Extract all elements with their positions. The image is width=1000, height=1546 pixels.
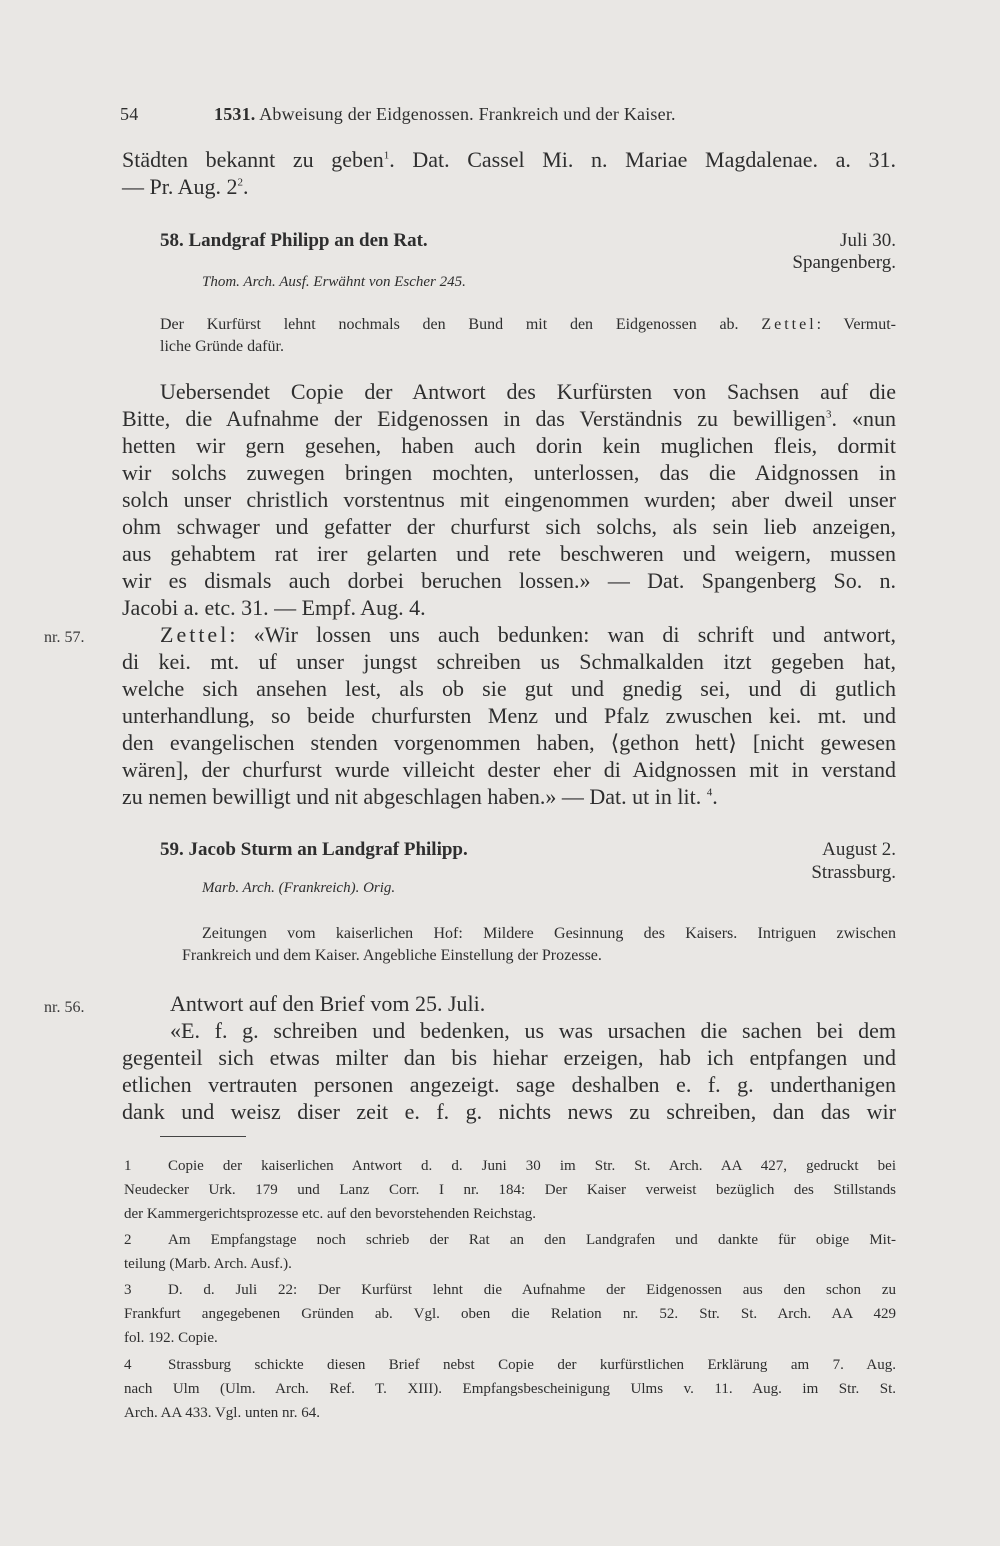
margin-reference-nr56: nr. 56. xyxy=(44,999,85,1016)
entry-58-body-line-2-rest: . «nun xyxy=(831,406,896,431)
entry-58-zettel-line-7-text: zu nemen bewilligt und nit abgeschlagen haben.» — Dat. ut in lit. xyxy=(122,784,702,809)
footnote-1-mark: 1 xyxy=(124,1158,132,1174)
entry-58-zettel-line-7 xyxy=(122,783,896,810)
footnote-4-line-3: Arch. AA 433. Vgl. unten nr. 64. xyxy=(124,1405,320,1421)
entry-58-regest-line-1 xyxy=(160,316,896,334)
intro-line-1-rest: . Dat. Cassel Mi. n. Mariae Magdalenae. a. 31. xyxy=(389,147,896,172)
entry-58-regest-text-a: Der Kurfürst lehnt nochmals den Bund mit den Eidgenossen ab. xyxy=(160,316,739,333)
footnote-2-line-2: teilung (Marb. Arch. Ausf.). xyxy=(124,1256,292,1272)
entry-59-regest-line-2: Frankreich und dem Kaiser. Angebliche Einstellung der Prozesse. xyxy=(182,947,602,964)
entry-59-place: Strassburg. xyxy=(811,862,896,883)
entry-59-body-line-3: gegenteil sich etwas milter dan bis hiehar erzeigen, hab ich entpfangen und xyxy=(122,1045,896,1070)
footnote-3-line-2: Frankfurt angegebenen Gründen ab. Vgl. oben die Relation nr. 52. Str. St. Arch. AA 429 xyxy=(124,1306,896,1322)
footnote-ref-1[interactable]: 1 xyxy=(383,149,390,162)
entry-59-regest-line-1: Zeitungen vom kaiserlichen Hof: Mildere Gesinnung des Kaisers. Intriguen zwischen xyxy=(202,925,896,942)
footnote-1-line-2: Neudecker Urk. 179 und Lanz Corr. I nr. 184: Der Kaiser verweist bezüglich des Stillstands xyxy=(124,1182,896,1198)
entry-58-regest-zettel: Zettel xyxy=(761,316,817,333)
entry-58-zettel-line-1-text: : «Wir lossen uns auch bedunken: wan di schrift und antwort, xyxy=(229,622,896,647)
running-head-title xyxy=(214,104,676,125)
footnote-ref-3[interactable]: 3 xyxy=(825,408,832,421)
entry-58-source: Thom. Arch. Ausf. Erwähnt von Escher 245. xyxy=(202,274,466,290)
entry-58-body-line-5: solch unser christlich vorstentnus mit eingenommen wurden; aber dweil unser xyxy=(122,487,896,512)
footnote-1-line-3: der Kammergerichtsprozesse etc. auf den bevorstehenden Reichstag. xyxy=(124,1206,537,1222)
running-head xyxy=(0,104,1000,128)
footnote-3-line-1-text: D. d. Juli 22: Der Kurfürst lehnt die Aufnahme der Eidgenossen aus den schon zu xyxy=(168,1282,896,1298)
intro-line-1-text: Städten bekannt zu geben xyxy=(122,147,384,172)
entry-58-body-line-9: Jacobi a. etc. 31. — Empf. Aug. 4. xyxy=(122,595,426,620)
running-head-text: Abweisung der Eidgenossen. Frankreich und der Kaiser. xyxy=(259,104,676,124)
entry-58-zettel-line-4: unterhandlung, so beide churfursten Menz und Pfalz zwuschen kei. mt. und xyxy=(122,703,896,728)
entry-58-zettel-line-3: welche sich ansehen lest, als ob sie gut und gnedig sei, und di gutlich xyxy=(122,676,896,701)
margin-reference-nr57: nr. 57. xyxy=(44,629,85,646)
footnote-3-line-3: fol. 192. Copie. xyxy=(124,1330,218,1346)
footnote-4-mark: 4 xyxy=(124,1357,132,1373)
entry-58-body-line-6: ohm schwager und gefatter der churfurst sich solchs, als sein lieb anzeigen, xyxy=(122,514,896,539)
intro-line-2 xyxy=(122,173,896,200)
footnote-1-line-1 xyxy=(124,1154,896,1178)
entry-58-zettel-label: Zettel xyxy=(160,622,230,647)
footnote-4-line-1-text: Strassburg schickte diesen Brief nebst Copie der kurfürstlichen Erklärung am 7. Aug. xyxy=(168,1357,896,1373)
intro-line-2-rest: . xyxy=(243,174,249,199)
entry-58-zettel-end: . xyxy=(712,784,718,809)
entry-58-zettel-line-5: den evangelischen stenden vorgenommen haben, ⟨gethon hett⟩ [nicht gewesen xyxy=(122,730,896,755)
entry-58-body-line-4: wir solchs zuwegen bringen mochten, unterlossen, das die Aidgnossen in xyxy=(122,460,896,485)
entry-59-body-line-4: etlichen vertrauten personen angezeigt. sage deshalben e. f. g. underthanigen xyxy=(122,1072,896,1097)
footnote-3-line-1 xyxy=(124,1278,896,1302)
entry-58-body-line-3: hetten wir gern gesehen, haben auch dorin kein muglichen fleis, dormit xyxy=(122,433,896,458)
footnote-ref-2[interactable]: 2 xyxy=(237,176,244,189)
footnote-4-line-1 xyxy=(124,1353,896,1377)
entry-58-body-line-7: aus gehabtem rat irer gelarten und rete beschweren und weigern, mussen xyxy=(122,541,896,566)
footnote-2-line-1-text: Am Empfangstage noch schrieb der Rat an den Landgrafen und dankte für obige Mit- xyxy=(168,1232,896,1248)
footnote-4-line-2: nach Ulm (Ulm. Arch. Ref. T. XIII). Empfangsbescheinigung Ulms v. 11. Aug. im Str. St. xyxy=(124,1381,896,1397)
footnote-2-line-1 xyxy=(124,1228,896,1252)
entry-58-body-line-1: Uebersendet Copie der Antwort des Kurfürsten von Sachsen auf die xyxy=(160,379,896,404)
entry-59-body-line-1: Antwort auf den Brief vom 25. Juli. xyxy=(170,991,486,1016)
entry-58-date: Juli 30. xyxy=(840,230,896,251)
footnote-ref-4[interactable]: 4 xyxy=(706,786,713,799)
running-head-year: 1531. xyxy=(214,104,256,124)
entry-58-regest-text-b: : Vermut- xyxy=(816,316,896,333)
footnote-separator xyxy=(160,1136,246,1137)
entry-58-body-line-8: wir es dismals auch dorbei beruchen lossen.» — Dat. Spangenberg So. n. xyxy=(122,568,896,593)
entry-59-date: August 2. xyxy=(822,839,896,860)
intro-line-1 xyxy=(122,146,896,173)
entry-58-body-line-2 xyxy=(122,405,896,432)
entry-59-title: 59. Jacob Sturm an Landgraf Philipp. xyxy=(160,839,468,860)
entry-58-place: Spangenberg. xyxy=(792,252,896,273)
footnote-1-line-1-text: Copie der kaiserlichen Antwort d. d. Juni 30 im Str. St. Arch. AA 427, gedruckt bei xyxy=(168,1158,896,1174)
page-number: 54 xyxy=(120,104,139,124)
entry-59-source: Marb. Arch. (Frankreich). Orig. xyxy=(202,880,396,896)
footnote-3-mark: 3 xyxy=(124,1282,132,1298)
entry-58-zettel-line-1 xyxy=(160,621,896,648)
entry-58-regest-line-2: liche Gründe dafür. xyxy=(160,338,284,355)
entry-59-body-line-5: dank und weisz diser zeit e. f. g. nichts news zu schreiben, dan das wir xyxy=(122,1099,896,1124)
intro-line-2-text: — Pr. Aug. 2 xyxy=(122,174,238,199)
entry-58-title: 58. Landgraf Philipp an den Rat. xyxy=(160,230,428,251)
entry-59-body-line-2: «E. f. g. schreiben und bedenken, us was ursachen die sachen bei dem xyxy=(170,1018,896,1043)
entry-58-zettel-line-2: di kei. mt. uf unser jungst schreiben us Schmalkalden itzt gegeben hat, xyxy=(122,649,896,674)
entry-58-body-line-2-text: Bitte, die Aufnahme der Eidgenossen in das Verständnis zu bewilligen xyxy=(122,406,826,431)
footnote-2-mark: 2 xyxy=(124,1232,132,1248)
entry-58-zettel-line-6: wären], der churfurst wurde villeicht dester eher di Aidgnossen mit in verstand xyxy=(122,757,896,782)
